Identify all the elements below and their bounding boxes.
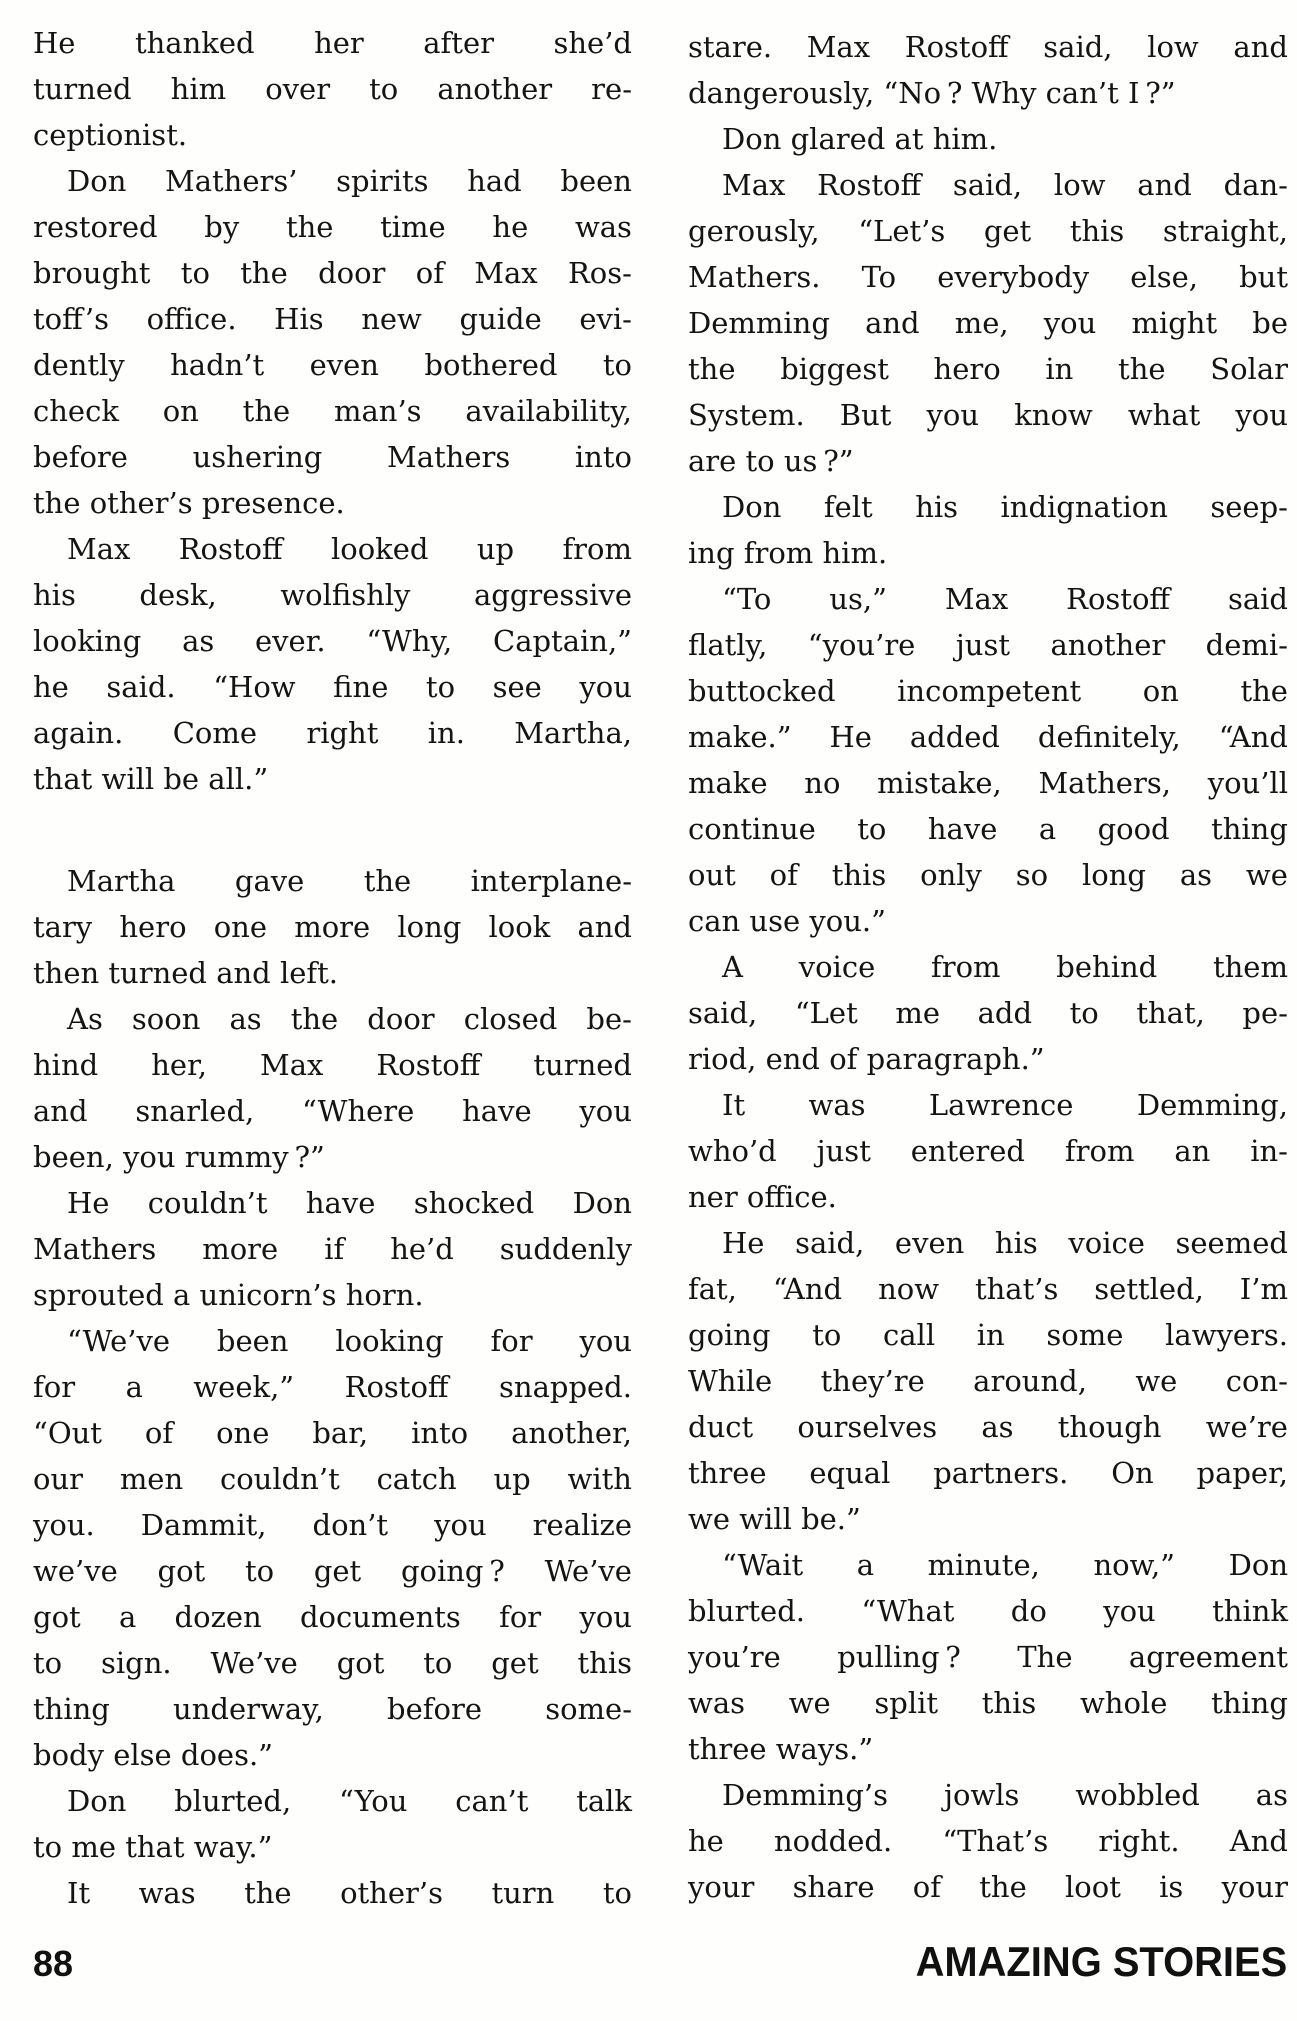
paragraph xyxy=(33,1870,632,1916)
paragraph xyxy=(33,20,632,158)
text-line: to sign. We’ve got to get this xyxy=(33,1646,632,1680)
text-line: turned him over to another re- xyxy=(33,72,632,106)
text-line: He couldn’t have shocked Don xyxy=(67,1186,632,1220)
text-line: going to call in some lawyers. xyxy=(688,1318,1288,1352)
paragraph xyxy=(33,858,632,996)
text-line: dently hadn’t even bothered to xyxy=(33,348,632,382)
text-line: three ways.” xyxy=(688,1732,874,1766)
text-column-right xyxy=(688,24,1288,1910)
text-line: Don blurted, “You can’t talk xyxy=(67,1784,632,1818)
text-line: you’re pulling ? The agreement xyxy=(688,1640,1288,1674)
text-line: been, you rummy ?” xyxy=(33,1140,325,1174)
text-line: dangerously, “No ? Why can’t I ?” xyxy=(688,76,1176,110)
text-line: continue to have a good thing xyxy=(688,812,1288,846)
paragraph xyxy=(33,1778,632,1870)
text-line: our men couldn’t catch up with xyxy=(33,1462,632,1496)
text-line: ceptionist. xyxy=(33,118,188,152)
paragraph xyxy=(688,1220,1288,1542)
text-line: tary hero one more long look and xyxy=(33,910,632,944)
text-line: blurted. “What do you think xyxy=(688,1594,1288,1628)
text-line: hind her, Max Rostoff turned xyxy=(33,1048,632,1082)
text-line: As soon as the door closed be- xyxy=(67,1002,632,1036)
text-line: to me that way.” xyxy=(33,1830,273,1864)
paragraph xyxy=(688,162,1288,484)
page-footer xyxy=(33,1938,1287,1986)
text-line: ner office. xyxy=(688,1180,837,1214)
text-line: before ushering Mathers into xyxy=(33,440,632,474)
text-line: stare. Max Rostoff said, low and xyxy=(688,30,1288,64)
paragraph xyxy=(33,1180,632,1318)
paragraph xyxy=(688,1772,1288,1910)
text-line: make no mistake, Mathers, you’ll xyxy=(688,766,1288,800)
paragraph xyxy=(688,1082,1288,1220)
text-line: he said. “How fine to see you xyxy=(33,670,632,704)
paragraph xyxy=(688,944,1288,1082)
text-line: He thanked her after she’d xyxy=(33,26,632,60)
text-line: again. Come right in. Martha, xyxy=(33,716,632,750)
text-line: Mathers. To everybody else, but xyxy=(688,260,1288,294)
text-line: that will be all.” xyxy=(33,762,269,796)
text-line: “We’ve been looking for you xyxy=(67,1324,632,1358)
text-line: “Out of one bar, into another, xyxy=(33,1416,632,1450)
text-line: for a week,” Rostoff snapped. xyxy=(33,1370,632,1404)
paragraph xyxy=(688,1542,1288,1772)
text-line: the other’s presence. xyxy=(33,486,345,520)
text-line: looking as ever. “Why, Captain,” xyxy=(33,624,632,658)
text-line: Max Rostoff looked up from xyxy=(67,532,632,566)
text-line: Don glared at him. xyxy=(722,122,998,156)
text-line: body else does.” xyxy=(33,1738,274,1772)
text-line: we’ve got to get going ? We’ve xyxy=(33,1554,632,1588)
text-line: riod, end of paragraph.” xyxy=(688,1042,1045,1076)
text-line: ing from him. xyxy=(688,536,888,570)
text-line: Don Mathers’ spirits had been xyxy=(67,164,632,198)
text-line: duct ourselves as though we’re xyxy=(688,1410,1288,1444)
paragraph xyxy=(688,116,1288,162)
text-line: Mathers more if he’d suddenly xyxy=(33,1232,632,1266)
text-line: gerously, “Let’s get this straight, xyxy=(688,214,1288,248)
text-line: flatly, “you’re just another demi- xyxy=(688,628,1288,662)
text-line: fat, “And now that’s settled, I’m xyxy=(688,1272,1288,1306)
text-line: three equal partners. On paper, xyxy=(688,1456,1288,1490)
text-line: you. Dammit, don’t you realize xyxy=(33,1508,632,1542)
paragraph xyxy=(33,1318,632,1778)
text-line: He said, even his voice seemed xyxy=(722,1226,1288,1260)
text-line: can use you.” xyxy=(688,904,886,938)
text-line: It was the other’s turn to xyxy=(67,1876,632,1910)
paragraph xyxy=(33,996,632,1180)
text-line: buttocked incompetent on the xyxy=(688,674,1288,708)
text-line: thing underway, before some- xyxy=(33,1692,632,1726)
text-line: Demming and me, you might be xyxy=(688,306,1288,340)
text-line: It was Lawrence Demming, xyxy=(722,1088,1288,1122)
text-line: make.” He added definitely, “And xyxy=(688,720,1288,754)
text-line: brought to the door of Max Ros- xyxy=(33,256,632,290)
paragraph xyxy=(688,24,1288,116)
text-line: was we split this whole thing xyxy=(688,1686,1288,1720)
text-line: we will be.” xyxy=(688,1502,861,1536)
text-line: the biggest hero in the Solar xyxy=(688,352,1288,386)
text-line: Max Rostoff said, low and dan- xyxy=(722,168,1288,202)
paragraph xyxy=(688,484,1288,576)
text-line: sprouted a unicorn’s horn. xyxy=(33,1278,424,1312)
text-line: check on the man’s availability, xyxy=(33,394,632,428)
text-line: who’d just entered from an in- xyxy=(688,1134,1288,1168)
paragraph xyxy=(33,158,632,526)
page-number: 88 xyxy=(33,1943,74,1984)
text-line: Demming’s jowls wobbled as xyxy=(722,1778,1288,1812)
text-line: Don felt his indignation seep- xyxy=(722,490,1288,524)
text-line: restored by the time he was xyxy=(33,210,632,244)
text-line: “Wait a minute, now,” Don xyxy=(722,1548,1288,1582)
text-line: then turned and left. xyxy=(33,956,338,990)
text-line: A voice from behind them xyxy=(722,950,1288,984)
text-line: your share of the loot is your xyxy=(688,1870,1288,1904)
text-line: he nodded. “That’s right. And xyxy=(688,1824,1288,1858)
text-line: Martha gave the interplane- xyxy=(67,864,632,898)
text-line: “To us,” Max Rostoff said xyxy=(722,582,1288,616)
text-line: and snarled, “Where have you xyxy=(33,1094,632,1128)
text-line: got a dozen documents for you xyxy=(33,1600,632,1634)
text-line: said, “Let me add to that, pe- xyxy=(688,996,1288,1030)
paragraph xyxy=(688,576,1288,944)
text-line: his desk, wolfishly aggressive xyxy=(33,578,632,612)
magazine-title: AMAZING STORIES xyxy=(915,1938,1287,1985)
text-column-left xyxy=(33,20,632,1916)
text-line: System. But you know what you xyxy=(688,398,1288,432)
text-line: While they’re around, we con- xyxy=(688,1364,1288,1398)
text-line: are to us ?” xyxy=(688,444,854,478)
paragraph xyxy=(33,526,632,802)
text-line: out of this only so long as we xyxy=(688,858,1288,892)
text-line: toff’s office. His new guide evi- xyxy=(33,302,632,336)
